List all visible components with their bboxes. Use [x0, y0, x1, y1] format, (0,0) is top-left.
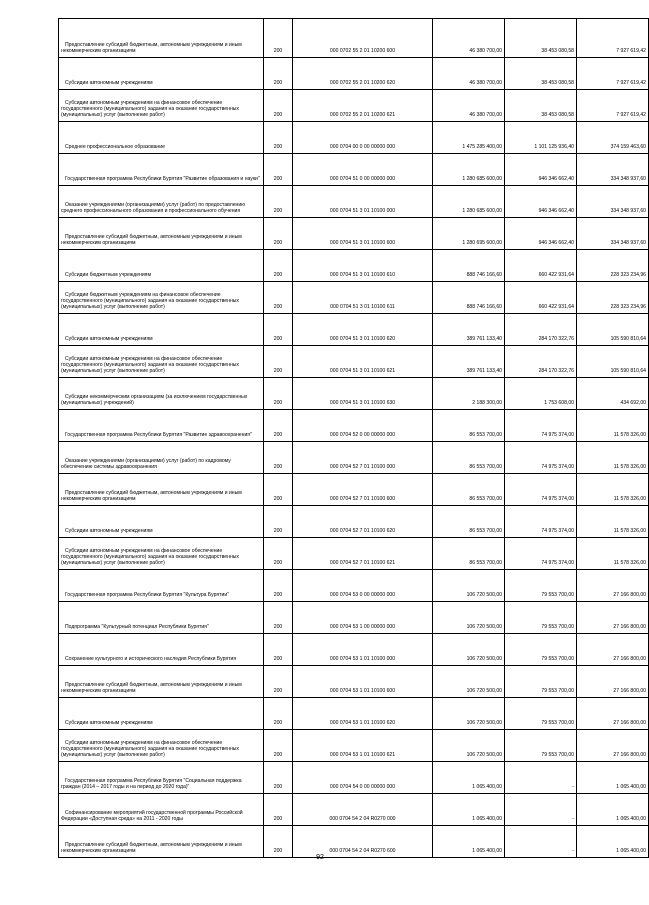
row-executed-amount: 79 553 700,00 — [505, 698, 577, 730]
row-name-text: Государственная программа Республики Бурятия "Социальная поддержка граждан (2014 – 2017 годы и на период до 2020 года)" — [61, 778, 242, 790]
row-line-code: 200 — [264, 666, 293, 698]
row-name-text: Субсидии автономным учреждениям на финансовое обеспечение государственного (муниципального) задания на оказание государственных (муниципальных) услуг (выполнение работ) — [61, 548, 239, 566]
row-unexecuted-amount: 11 578 326,00 — [577, 410, 649, 442]
row-line-code: 200 — [264, 506, 293, 538]
row-line-code: 200 — [264, 730, 293, 762]
row-budget-classification-code: 000 0704 53 1 01 10100 620 — [293, 698, 433, 730]
table-row — [59, 122, 649, 154]
row-executed-amount: 79 553 700,00 — [505, 730, 577, 762]
row-approved-amount: 1 280 685 600,00 — [433, 154, 505, 186]
row-line-code: 200 — [264, 218, 293, 250]
row-executed-amount: 946 346 662,40 — [505, 186, 577, 218]
table-row — [59, 442, 649, 474]
row-name — [59, 570, 264, 602]
row-approved-amount: 106 720 500,00 — [433, 634, 505, 666]
row-executed-amount: - — [505, 762, 577, 794]
row-unexecuted-amount: 334 348 937,60 — [577, 218, 649, 250]
row-name-text: Оказание учреждениями (организациями) услуг (работ) по кадровому обеспечению системы здравоохранения — [61, 458, 231, 470]
table-row — [59, 794, 649, 826]
row-executed-amount: 79 553 700,00 — [505, 634, 577, 666]
row-executed-amount: 79 553 700,00 — [505, 570, 577, 602]
row-name — [59, 410, 264, 442]
row-line-code: 200 — [264, 634, 293, 666]
row-executed-amount: 946 346 662,40 — [505, 154, 577, 186]
row-unexecuted-amount: 11 578 326,00 — [577, 506, 649, 538]
row-line-code: 200 — [264, 826, 293, 858]
row-approved-amount: 86 553 700,00 — [433, 442, 505, 474]
row-line-code: 200 — [264, 19, 293, 58]
row-name-text: Субсидии автономным учреждениям — [65, 720, 153, 726]
row-budget-classification-code: 000 0704 51 3 01 10100 600 — [293, 218, 433, 250]
row-budget-classification-code: 000 0704 53 1 01 10100 000 — [293, 634, 433, 666]
row-executed-amount: - — [505, 794, 577, 826]
table-row — [59, 474, 649, 506]
row-line-code: 200 — [264, 762, 293, 794]
row-executed-amount: 284 170 322,76 — [505, 314, 577, 346]
row-name-text: Государственная программа Республики Бурятия "Культура Бурятии" — [65, 592, 230, 598]
row-line-code: 200 — [264, 346, 293, 378]
row-name — [59, 826, 264, 858]
row-executed-amount: 284 170 322,76 — [505, 346, 577, 378]
row-line-code: 200 — [264, 122, 293, 154]
row-unexecuted-amount: 1 065 400,00 — [577, 826, 649, 858]
row-executed-amount: 79 553 700,00 — [505, 602, 577, 634]
row-approved-amount: 888 746 166,60 — [433, 250, 505, 282]
page-number: 92 — [316, 854, 324, 861]
row-name — [59, 730, 264, 762]
row-name-text: Предоставление субсидий бюджетным, автономным учреждениям и иным некоммерческим организациям — [61, 682, 242, 694]
row-executed-amount: 74 975 374,00 — [505, 506, 577, 538]
row-line-code: 200 — [264, 410, 293, 442]
row-name-text: Субсидии бюджетным учреждениям — [65, 272, 151, 278]
row-name — [59, 794, 264, 826]
row-budget-classification-code: 000 0702 55 2 01 10200 621 — [293, 90, 433, 122]
row-executed-amount: 38 453 080,58 — [505, 58, 577, 90]
row-approved-amount: 1 475 285 400,00 — [433, 122, 505, 154]
row-approved-amount: 2 188 300,00 — [433, 378, 505, 410]
table-row — [59, 58, 649, 90]
table-row — [59, 19, 649, 58]
row-name-text: Предоставление субсидий бюджетным, автономным учреждениям и иным некоммерческим организациям — [61, 234, 242, 246]
row-line-code: 200 — [264, 794, 293, 826]
table-row — [59, 346, 649, 378]
row-approved-amount: 46 380 700,00 — [433, 19, 505, 58]
row-name-text: Субсидии автономным учреждениям — [65, 336, 153, 342]
row-budget-classification-code: 000 0704 51 0 00 00000 000 — [293, 154, 433, 186]
row-name — [59, 666, 264, 698]
table-row — [59, 282, 649, 314]
row-executed-amount: 79 553 700,00 — [505, 666, 577, 698]
row-unexecuted-amount: 27 166 800,00 — [577, 634, 649, 666]
row-line-code: 200 — [264, 90, 293, 122]
row-unexecuted-amount: 11 578 326,00 — [577, 538, 649, 570]
row-line-code: 200 — [264, 698, 293, 730]
row-name-text: Субсидии бюджетным учреждениям на финансовое обеспечение государственного (муниципального) задания на оказание государственных (муниципальных) услуг (выполнение работ) — [61, 292, 239, 310]
row-name — [59, 19, 264, 58]
row-executed-amount: 38 453 080,58 — [505, 19, 577, 58]
row-line-code: 200 — [264, 442, 293, 474]
row-executed-amount: 660 422 931,64 — [505, 250, 577, 282]
row-name — [59, 250, 264, 282]
row-budget-classification-code: 000 0704 00 0 00 00000 000 — [293, 122, 433, 154]
row-approved-amount: 389 761 133,40 — [433, 314, 505, 346]
row-line-code: 200 — [264, 250, 293, 282]
row-name — [59, 762, 264, 794]
row-name — [59, 346, 264, 378]
row-executed-amount: 946 346 662,40 — [505, 218, 577, 250]
row-line-code: 200 — [264, 186, 293, 218]
row-approved-amount: 86 553 700,00 — [433, 474, 505, 506]
row-name-text: Субсидии некоммерческим организациям (за исключением государственных (муниципальных) учреждений) — [61, 394, 248, 406]
row-unexecuted-amount: 105 590 810,64 — [577, 314, 649, 346]
row-name-text: Оказание учреждениями (организациями) услуг (работ) по предоставлению среднего профессионального образования и профессионального обучения — [61, 202, 246, 214]
row-approved-amount: 86 553 700,00 — [433, 538, 505, 570]
table-row — [59, 506, 649, 538]
row-unexecuted-amount: 228 323 234,96 — [577, 282, 649, 314]
row-unexecuted-amount: 7 927 619,42 — [577, 58, 649, 90]
row-executed-amount: 1 101 125 936,40 — [505, 122, 577, 154]
row-unexecuted-amount: 1 065 400,00 — [577, 762, 649, 794]
row-name — [59, 506, 264, 538]
row-line-code: 200 — [264, 474, 293, 506]
row-name — [59, 186, 264, 218]
row-name — [59, 474, 264, 506]
table-row — [59, 378, 649, 410]
table-row — [59, 410, 649, 442]
row-name — [59, 634, 264, 666]
row-unexecuted-amount: 27 166 800,00 — [577, 698, 649, 730]
row-name — [59, 90, 264, 122]
row-approved-amount: 86 553 700,00 — [433, 506, 505, 538]
row-name-text: Среднее профессиональное образование — [65, 144, 165, 150]
row-name-text: Субсидии автономным учреждениям на финансовое обеспечение государственного (муниципального) задания на оказание государственных (муниципальных) услуг (выполнение работ) — [61, 100, 239, 118]
table-row — [59, 634, 649, 666]
row-approved-amount: 46 380 700,00 — [433, 90, 505, 122]
row-approved-amount: 86 553 700,00 — [433, 410, 505, 442]
row-approved-amount: 106 720 500,00 — [433, 666, 505, 698]
budget-table — [58, 18, 649, 858]
row-unexecuted-amount: 27 166 800,00 — [577, 666, 649, 698]
row-name-text: Субсидии автономным учреждениям на финансовое обеспечение государственного (муниципального) задания на оказание государственных (муниципальных) услуг (выполнение работ) — [61, 740, 239, 758]
table-row — [59, 186, 649, 218]
row-budget-classification-code: 000 0704 54 2 04 R0270 000 — [293, 794, 433, 826]
table-row — [59, 154, 649, 186]
row-unexecuted-amount: 434 692,00 — [577, 378, 649, 410]
row-unexecuted-amount: 374 159 463,60 — [577, 122, 649, 154]
row-budget-classification-code: 000 0704 52 7 01 10100 000 — [293, 442, 433, 474]
row-executed-amount: 38 453 080,58 — [505, 90, 577, 122]
row-budget-classification-code: 000 0704 52 0 00 00000 000 — [293, 410, 433, 442]
table-row — [59, 762, 649, 794]
row-name — [59, 602, 264, 634]
table-row — [59, 314, 649, 346]
row-name — [59, 282, 264, 314]
row-line-code: 200 — [264, 314, 293, 346]
row-name — [59, 218, 264, 250]
row-approved-amount: 888 746 166,60 — [433, 282, 505, 314]
row-budget-classification-code: 000 0704 54 0 00 00000 000 — [293, 762, 433, 794]
row-budget-classification-code: 000 0704 51 3 01 10100 000 — [293, 186, 433, 218]
row-name-text: Предоставление субсидий бюджетным, автономным учреждениям и иным некоммерческим организациям — [61, 842, 242, 854]
row-unexecuted-amount: 27 166 800,00 — [577, 602, 649, 634]
row-name — [59, 698, 264, 730]
row-line-code: 200 — [264, 570, 293, 602]
row-unexecuted-amount: 11 578 326,00 — [577, 474, 649, 506]
row-approved-amount: 106 720 500,00 — [433, 602, 505, 634]
row-budget-classification-code: 000 0704 53 1 01 10100 621 — [293, 730, 433, 762]
row-unexecuted-amount: 11 578 326,00 — [577, 442, 649, 474]
row-name-text: Предоставление субсидий бюджетным, автономным учреждениям и иным некоммерческим организациям — [61, 42, 242, 54]
row-budget-classification-code: 000 0704 51 3 01 10100 610 — [293, 250, 433, 282]
table-row — [59, 826, 649, 858]
row-name — [59, 314, 264, 346]
row-budget-classification-code: 000 0704 52 7 01 10100 620 — [293, 506, 433, 538]
row-name — [59, 378, 264, 410]
row-unexecuted-amount: 334 348 937,60 — [577, 154, 649, 186]
row-name — [59, 442, 264, 474]
row-budget-classification-code: 000 0704 52 7 01 10100 600 — [293, 474, 433, 506]
row-name-text: Субсидии автономным учреждениям на финансовое обеспечение государственного (муниципального) задания на оказание государственных (муниципальных) услуг (выполнение работ) — [61, 356, 239, 374]
table-row — [59, 538, 649, 570]
row-budget-classification-code: 000 0704 52 7 01 10100 621 — [293, 538, 433, 570]
row-executed-amount: 74 975 374,00 — [505, 442, 577, 474]
row-line-code: 200 — [264, 154, 293, 186]
row-approved-amount: 1 065 400,00 — [433, 826, 505, 858]
row-unexecuted-amount: 334 348 937,60 — [577, 186, 649, 218]
row-name — [59, 58, 264, 90]
row-executed-amount: 74 975 374,00 — [505, 474, 577, 506]
row-line-code: 200 — [264, 538, 293, 570]
table-row — [59, 666, 649, 698]
row-name-text: Субсидии автономным учреждениям — [65, 528, 153, 534]
row-line-code: 200 — [264, 58, 293, 90]
row-unexecuted-amount: 27 166 800,00 — [577, 570, 649, 602]
row-line-code: 200 — [264, 378, 293, 410]
row-executed-amount: 74 975 374,00 — [505, 538, 577, 570]
table-row — [59, 698, 649, 730]
row-name-text: Подпрограмма "Культурный потенциал Республики Бурятия" — [65, 624, 209, 630]
row-unexecuted-amount: 7 927 619,42 — [577, 90, 649, 122]
row-budget-classification-code: 000 0704 51 3 01 10100 620 — [293, 314, 433, 346]
budget-execution-sheet — [58, 18, 646, 858]
table-row — [59, 730, 649, 762]
row-approved-amount: 46 380 700,00 — [433, 58, 505, 90]
table-row — [59, 90, 649, 122]
row-budget-classification-code: 000 0704 53 1 00 00000 000 — [293, 602, 433, 634]
row-approved-amount: 106 720 500,00 — [433, 570, 505, 602]
row-budget-classification-code: 000 0702 55 2 01 10200 600 — [293, 19, 433, 58]
row-budget-classification-code: 000 0704 51 3 01 10100 630 — [293, 378, 433, 410]
row-unexecuted-amount: 1 065 400,00 — [577, 794, 649, 826]
row-budget-classification-code: 000 0704 53 0 00 00000 000 — [293, 570, 433, 602]
row-executed-amount: 660 422 931,64 — [505, 282, 577, 314]
row-budget-classification-code: 000 0704 51 3 01 10100 611 — [293, 282, 433, 314]
row-name-text: Субсидии автономным учреждениям — [65, 80, 153, 86]
row-name — [59, 538, 264, 570]
row-name — [59, 122, 264, 154]
row-executed-amount: - — [505, 826, 577, 858]
row-name-text: Предоставление субсидий бюджетным, автономным учреждениям и иным некоммерческим организациям — [61, 490, 242, 502]
row-budget-classification-code: 000 0704 51 3 01 10100 621 — [293, 346, 433, 378]
row-executed-amount: 74 975 374,00 — [505, 410, 577, 442]
budget-table-body — [59, 19, 649, 858]
row-name-text: Сохранение культурного и исторического наследия Республики Бурятия — [65, 656, 237, 662]
row-executed-amount: 1 753 608,00 — [505, 378, 577, 410]
row-budget-classification-code: 000 0704 53 1 01 10100 600 — [293, 666, 433, 698]
row-approved-amount: 389 761 133,40 — [433, 346, 505, 378]
row-name-text: Софинансирование мероприятий государственной программы Российской Федерации «Доступная среда» на 2011 - 2020 годы — [61, 810, 243, 822]
table-row — [59, 602, 649, 634]
table-row — [59, 218, 649, 250]
row-approved-amount: 1 280 695 600,00 — [433, 218, 505, 250]
row-unexecuted-amount: 105 590 810,64 — [577, 346, 649, 378]
row-approved-amount: 1 065 400,00 — [433, 794, 505, 826]
row-unexecuted-amount: 27 166 800,00 — [577, 730, 649, 762]
row-line-code: 200 — [264, 282, 293, 314]
row-name-text: Государственная программа Республики Бурятия "Развитие здравоохранения" — [65, 432, 252, 438]
table-row — [59, 570, 649, 602]
row-budget-classification-code: 000 0702 55 2 01 10200 620 — [293, 58, 433, 90]
row-unexecuted-amount: 228 323 234,96 — [577, 250, 649, 282]
row-approved-amount: 106 720 500,00 — [433, 730, 505, 762]
row-approved-amount: 1 065 400,00 — [433, 762, 505, 794]
row-name-text: Государственная программа Республики Бурятия "Развитие образования и науки" — [65, 176, 260, 182]
row-name — [59, 154, 264, 186]
table-row — [59, 250, 649, 282]
row-line-code: 200 — [264, 602, 293, 634]
row-approved-amount: 1 280 685 600,00 — [433, 186, 505, 218]
row-approved-amount: 106 720 500,00 — [433, 698, 505, 730]
row-unexecuted-amount: 7 927 619,42 — [577, 19, 649, 58]
row-budget-classification-code: 000 0704 54 2 04 R0270 600 — [293, 826, 433, 858]
